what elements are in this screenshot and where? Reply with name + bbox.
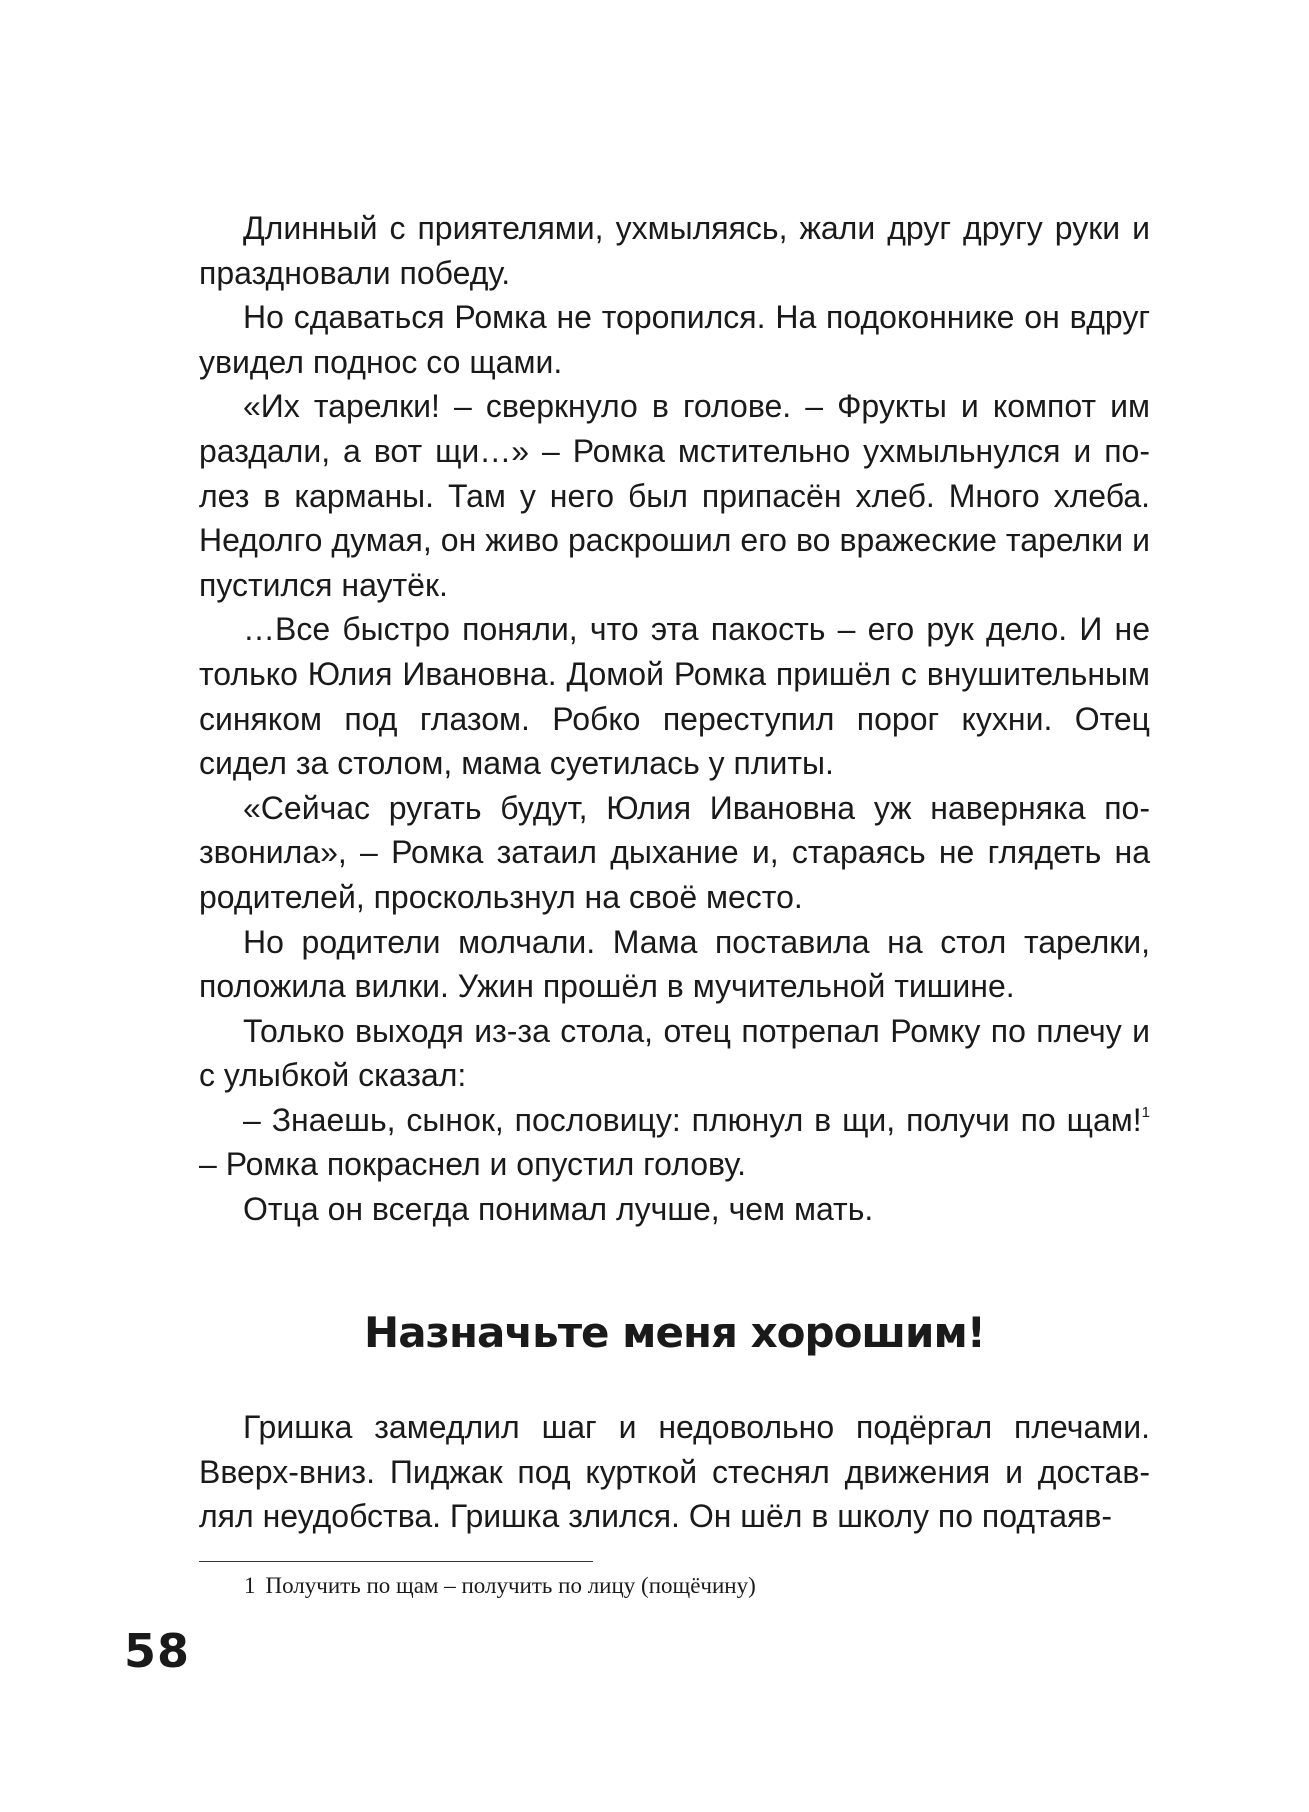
footnote-number: 1 bbox=[244, 1573, 256, 1598]
paragraph: …Все быстро поняли, что эта пакость – его рук дело. И не только Юлия Ивановна. Домой Ромка пришёл с внушительным синяком под глазом. Робко переступил порог кухни. Отец сидел за столом, мама суетилась у плиты. bbox=[199, 611, 1150, 782]
chapter-title: Назначьте меня хорошим! bbox=[364, 1308, 985, 1357]
dialogue-paragraph bbox=[199, 1098, 1150, 1187]
next-story-text bbox=[199, 1405, 1150, 1539]
story-text bbox=[199, 206, 1150, 1232]
paragraph: Длинный с приятелями, ухмыляясь, жали друг другу руки и праздновали победу. bbox=[199, 210, 1150, 291]
paragraph: Только выходя из-за стола, отец потрепал Ромку по плечу и с улыбкой сказал: bbox=[199, 1012, 1150, 1094]
dialogue-continuation: – Ромка покраснел и опустил голову. bbox=[199, 1146, 746, 1183]
paragraph: «Их тарелки! – сверкнуло в голове. – Фрукты и компот им раздали, а вот щи…» – Ромка мстительно ухмыльнулся и полез в карманы. Там у него был припасён хлеб. Много хлеба. Недолго думая, он живо раскрошил его во вражеские тарелки и пустился наутёк. bbox=[199, 388, 1150, 603]
footnote bbox=[244, 1571, 756, 1601]
paragraph: Но родители молчали. Мама поставила на стол тарелки, положила вилки. Ужин прошёл в мучительной тишине. bbox=[199, 923, 1150, 1005]
page-number: 58 bbox=[124, 1624, 191, 1678]
paragraph: Гришка замедлил шаг и недовольно подёргал плечами. Вверх-вниз. Пиджак под курткой стеснял движения и доставлял неудобства. Гришка злился. Он шёл в школу по подтаяв- bbox=[199, 1409, 1150, 1535]
dialogue-text: – Знаешь, сынок, пословицу: плюнул в щи, получи по щам! bbox=[243, 1101, 1142, 1138]
footnote-text: Получить по щам – получить по лицу (пощёчину) bbox=[265, 1573, 756, 1598]
footnote-reference[interactable]: 1 bbox=[1141, 1103, 1150, 1121]
paragraph: Но сдаваться Ромка не торопился. На подоконнике он вдруг увидел поднос со щами. bbox=[199, 299, 1150, 380]
footnote-divider bbox=[199, 1561, 593, 1562]
paragraph: Отца он всегда понимал лучше, чем мать. bbox=[243, 1191, 874, 1228]
paragraph: «Сейчас ругать будут, Юлия Ивановна уж наверняка позвонила», – Ромка затаил дыхание и, стараясь не глядеть на родителей, проскользнул на своё место. bbox=[199, 789, 1150, 915]
